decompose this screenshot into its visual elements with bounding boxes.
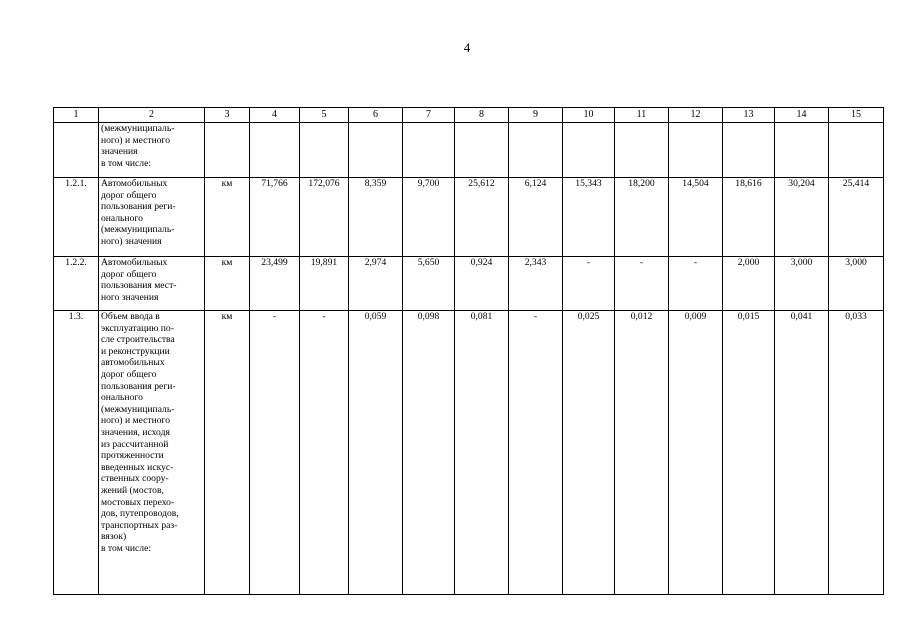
row-value: 6,124	[509, 178, 563, 257]
row-name-line: введенных искус-	[101, 461, 174, 473]
row-name-line: (межмуниципаль-	[101, 123, 175, 134]
row-name-line: пользования реги-	[101, 201, 176, 213]
row-value: 2,000	[723, 257, 775, 311]
row-name	[99, 257, 205, 311]
row-name-line: дорог общего	[101, 189, 157, 201]
row-name-line: значения, исходя	[101, 426, 170, 438]
row-value: 2,974	[349, 257, 403, 311]
row-name-line: пользования реги-	[101, 380, 176, 392]
row-name-line: ного значения	[101, 291, 159, 303]
row-value: -	[615, 257, 669, 311]
row-value: 2,343	[509, 257, 563, 311]
row-name-line: онального	[101, 392, 143, 404]
row-value: 0,924	[455, 257, 509, 311]
row-value: 19,891	[300, 257, 349, 311]
row-value: 9,700	[403, 178, 455, 257]
row-code	[54, 123, 99, 178]
row-name-line: ного) и местного	[101, 134, 170, 146]
row-name-line: Автомобильных	[101, 178, 168, 189]
column-header: 14	[775, 108, 829, 123]
row-value	[723, 123, 775, 178]
column-header: 10	[563, 108, 615, 123]
row-value	[300, 123, 349, 178]
row-value: 14,504	[669, 178, 723, 257]
row-value: 3,000	[775, 257, 829, 311]
row-name	[99, 123, 205, 178]
table-row	[54, 311, 884, 595]
row-value	[775, 123, 829, 178]
row-value: -	[300, 311, 349, 595]
row-name-line: Объем ввода в	[101, 311, 160, 322]
row-name	[99, 178, 205, 257]
column-header: 13	[723, 108, 775, 123]
row-unit: км	[205, 311, 250, 595]
column-header: 6	[349, 108, 403, 123]
row-value: 172,076	[300, 178, 349, 257]
column-header: 5	[300, 108, 349, 123]
row-value: 0,081	[455, 311, 509, 595]
row-name-line: в том числе:	[101, 157, 152, 169]
row-name-line: эксплуатацию по-	[101, 322, 174, 334]
row-value: 23,499	[250, 257, 300, 311]
row-value	[250, 123, 300, 178]
row-name-line: дов, путепроводов,	[101, 508, 179, 520]
column-header: 7	[403, 108, 455, 123]
row-name-line: ного) и местного	[101, 415, 170, 427]
table-row	[54, 123, 884, 178]
row-value: 0,012	[615, 311, 669, 595]
row-name-line: (межмуниципаль-	[101, 403, 175, 415]
row-value: 8,359	[349, 178, 403, 257]
row-value	[563, 123, 615, 178]
row-name-line: Автомобильных	[101, 257, 168, 268]
row-value	[349, 123, 403, 178]
row-value: 3,000	[829, 257, 884, 311]
row-name-line: транспортных раз-	[101, 519, 178, 531]
row-value: 0,098	[403, 311, 455, 595]
column-header: 15	[829, 108, 884, 123]
row-value: -	[669, 257, 723, 311]
row-name-line: ственных соору-	[101, 473, 169, 485]
row-value: 0,033	[829, 311, 884, 595]
row-value: 18,200	[615, 178, 669, 257]
column-header: 8	[455, 108, 509, 123]
row-value: 30,204	[775, 178, 829, 257]
row-value: 0,009	[669, 311, 723, 595]
row-value	[669, 123, 723, 178]
row-value: -	[563, 257, 615, 311]
row-value: -	[509, 311, 563, 595]
row-value: 18,616	[723, 178, 775, 257]
column-header: 4	[250, 108, 300, 123]
column-header: 9	[509, 108, 563, 123]
column-header: 12	[669, 108, 723, 123]
row-name-line: пользования мест-	[101, 280, 177, 292]
row-name-line: автомобильных	[101, 357, 165, 369]
column-header: 1	[54, 108, 99, 123]
page-number: 4	[463, 40, 471, 55]
row-value: 25,414	[829, 178, 884, 257]
table-row	[54, 178, 884, 257]
row-unit: км	[205, 257, 250, 311]
row-unit: км	[205, 178, 250, 257]
row-value	[615, 123, 669, 178]
row-value: 0,041	[775, 311, 829, 595]
row-value: -	[250, 311, 300, 595]
row-name-line: (межмуниципаль-	[101, 224, 175, 236]
row-code: 1.2.1.	[54, 178, 99, 257]
row-value: 0,025	[563, 311, 615, 595]
data-table	[53, 107, 884, 595]
row-value: 5,650	[403, 257, 455, 311]
row-name-line: ного) значения	[101, 235, 162, 247]
table-row	[54, 257, 884, 311]
header-row	[54, 108, 884, 123]
row-unit	[205, 123, 250, 178]
row-name-line: онального	[101, 212, 143, 224]
row-name-line: протяженности	[101, 450, 164, 462]
row-name-line: мостовых перехо-	[101, 496, 175, 508]
row-code: 1.2.2.	[54, 257, 99, 311]
row-code: 1.3.	[54, 311, 99, 595]
row-value: 25,612	[455, 178, 509, 257]
row-name	[99, 311, 205, 595]
column-header: 2	[99, 108, 205, 123]
column-header: 3	[205, 108, 250, 123]
row-name-line: сле строительства	[101, 334, 175, 346]
row-name-line: дорог общего	[101, 268, 157, 280]
row-name-line: дорог общего	[101, 368, 157, 380]
row-name-line: жений (мостов,	[101, 484, 164, 496]
row-value: 15,343	[563, 178, 615, 257]
row-value	[829, 123, 884, 178]
row-name-line: значения	[101, 146, 138, 158]
row-name-line: вязок)	[101, 531, 127, 543]
row-value	[455, 123, 509, 178]
row-value: 0,015	[723, 311, 775, 595]
row-value	[403, 123, 455, 178]
row-value: 71,766	[250, 178, 300, 257]
row-name-line: из рассчитанной	[101, 438, 169, 450]
row-name-line: и реконструкции	[101, 345, 170, 357]
row-value	[509, 123, 563, 178]
row-name-line: в том числе:	[101, 542, 152, 554]
column-header: 11	[615, 108, 669, 123]
row-value: 0,059	[349, 311, 403, 595]
